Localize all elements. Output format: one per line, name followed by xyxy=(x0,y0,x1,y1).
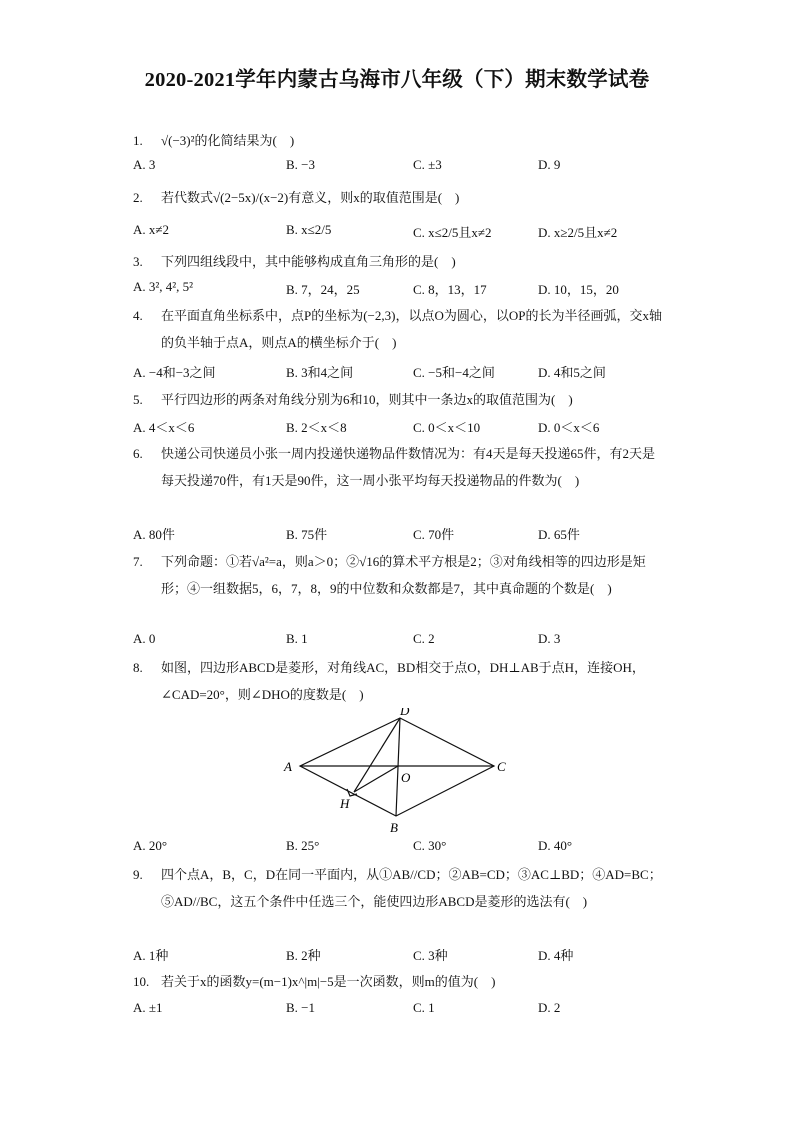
option-c[interactable]: C. 1 xyxy=(413,1000,435,1015)
option-b[interactable]: B. 2＜x＜8 xyxy=(286,420,347,435)
question-text: 下列四组线段中，其中能够构成直角三角形的是( ) xyxy=(161,254,456,269)
option-b[interactable]: B. 25° xyxy=(286,838,320,853)
option-b[interactable]: B. 75件 xyxy=(286,527,328,542)
question-text: 如图，四边形ABCD是菱形，对角线AC，BD相交于点O，DH⊥AB于点H，连接OH，∠CAD=20°，则∠DHO的度数是( ) xyxy=(161,660,645,702)
option-b[interactable]: B. −3 xyxy=(286,157,316,172)
option-c[interactable]: C. ±3 xyxy=(413,157,442,172)
question-number: 2. xyxy=(133,190,143,205)
options-3 xyxy=(133,279,663,299)
exam-title: 2020-2021学年内蒙古乌海市八年级（下）期末数学试卷 xyxy=(144,69,650,91)
question-5 xyxy=(133,386,663,413)
options-4 xyxy=(133,362,663,382)
question-6 xyxy=(133,440,663,494)
option-c[interactable]: C. −5和−4之间 xyxy=(413,365,495,380)
option-b[interactable]: B. 7，24，25 xyxy=(286,282,360,297)
rhombus-figure xyxy=(280,708,520,840)
question-text: 若关于x的函数y=(m−1)x^|m|−5是一次函数，则m的值为( ) xyxy=(161,974,496,989)
label-b: B xyxy=(390,820,398,835)
option-d[interactable]: D. 65件 xyxy=(538,527,580,542)
option-a[interactable]: A. 1种 xyxy=(133,948,169,963)
option-a[interactable]: A. 0 xyxy=(133,631,156,646)
question-3 xyxy=(133,248,663,275)
option-b[interactable]: B. 2种 xyxy=(286,948,321,963)
option-c[interactable]: C. x≤2/5且x≠2 xyxy=(413,225,492,240)
label-a: A xyxy=(284,759,292,774)
question-text: 快递公司快递员小张一周内投递快递物品件数情况为：有4天是每天投递65件，有2天是每天投递70件，有1天是90件，这一周小张平均每天投递物品的件数为( ) xyxy=(161,446,656,488)
option-b[interactable]: B. −1 xyxy=(286,1000,316,1015)
question-4 xyxy=(133,302,663,356)
question-10 xyxy=(133,968,663,995)
question-text: √(−3)²的化简结果为( ) xyxy=(161,133,295,148)
option-a[interactable]: A. −4和−3之间 xyxy=(133,365,216,380)
label-h: H xyxy=(340,796,350,811)
options-7 xyxy=(133,631,663,651)
question-text: 平行四边形的两条对角线分别为6和10，则其中一条边x的取值范围为( ) xyxy=(161,392,573,407)
option-a[interactable]: A. 80件 xyxy=(133,527,175,542)
question-number: 3. xyxy=(133,254,143,269)
option-d[interactable]: D. 2 xyxy=(538,1000,561,1015)
option-c[interactable]: C. 0＜x＜10 xyxy=(413,420,481,435)
option-d[interactable]: D. 9 xyxy=(538,157,561,172)
option-a[interactable]: A. 20° xyxy=(133,838,168,853)
option-c[interactable]: C. 30° xyxy=(413,838,447,853)
option-d[interactable]: D. 4种 xyxy=(538,948,574,963)
options-5 xyxy=(133,417,663,437)
question-text: 四个点A，B，C，D在同一平面内，从①AB//CD；②AB=CD；③AC⊥BD；④AD=BC；⑤AD//BC，这五个条件中任选三个，能使四边形ABCD是菱形的选法有( ) xyxy=(161,867,662,909)
question-number: 10. xyxy=(133,974,150,989)
options-1 xyxy=(133,157,663,177)
label-c: C xyxy=(497,759,506,774)
options-2 xyxy=(133,222,663,242)
options-9 xyxy=(133,945,663,965)
segment-oh xyxy=(354,766,398,792)
option-d[interactable]: D. 10，15，20 xyxy=(538,282,619,297)
question-8 xyxy=(133,654,663,708)
options-10 xyxy=(133,1000,663,1020)
rhombus-diagram xyxy=(280,708,520,840)
question-number: 4. xyxy=(133,308,143,323)
option-d[interactable]: D. x≥2/5且x≠2 xyxy=(538,225,618,240)
question-1 xyxy=(133,127,663,154)
question-7 xyxy=(133,548,663,602)
question-text: 若代数式√(2−5x)/(x−2)有意义，则x的取值范围是( ) xyxy=(161,190,460,205)
option-c[interactable]: C. 2 xyxy=(413,631,435,646)
option-c[interactable]: C. 70件 xyxy=(413,527,455,542)
option-d[interactable]: D. 0＜x＜6 xyxy=(538,420,600,435)
question-2 xyxy=(133,184,663,211)
option-b[interactable]: B. 3和4之间 xyxy=(286,365,354,380)
question-number: 1. xyxy=(133,133,143,148)
option-b[interactable]: B. x≤2/5 xyxy=(286,222,332,237)
question-text: 下列命题：①若√a²=a，则a＞0；②√16的算术平方根是2；③对角线相等的四边形是矩形；④一组数据5，6，7，8，9的中位数和众数都是7，其中真命题的个数是( ) xyxy=(161,554,646,596)
options-6 xyxy=(133,524,663,544)
label-d: D xyxy=(400,708,410,718)
option-d[interactable]: D. 4和5之间 xyxy=(538,365,606,380)
option-c[interactable]: C. 8，13，17 xyxy=(413,282,487,297)
option-d[interactable]: D. 3 xyxy=(538,631,561,646)
question-number: 5. xyxy=(133,392,143,407)
question-number: 6. xyxy=(133,446,143,461)
option-c[interactable]: C. 3种 xyxy=(413,948,448,963)
question-number: 9. xyxy=(133,867,143,882)
label-o: O xyxy=(401,770,411,785)
option-b[interactable]: B. 1 xyxy=(286,631,308,646)
option-d[interactable]: D. 40° xyxy=(538,838,573,853)
option-a[interactable]: A. ±1 xyxy=(133,1000,163,1015)
option-a[interactable]: A. x≠2 xyxy=(133,222,170,237)
question-9 xyxy=(133,861,663,915)
question-number: 7. xyxy=(133,554,143,569)
option-a[interactable]: A. 4＜x＜6 xyxy=(133,420,195,435)
options-8 xyxy=(133,838,663,858)
option-a[interactable]: A. 3 xyxy=(133,157,156,172)
question-text: 在平面直角坐标系中，点P的坐标为(−2,3)，以点O为圆心，以OP的长为半径画弧，交x轴的负半轴于点A，则点A的横坐标介于( ) xyxy=(161,308,662,350)
question-number: 8. xyxy=(133,660,143,675)
option-a[interactable]: A. 3², 4², 5² xyxy=(133,279,194,294)
